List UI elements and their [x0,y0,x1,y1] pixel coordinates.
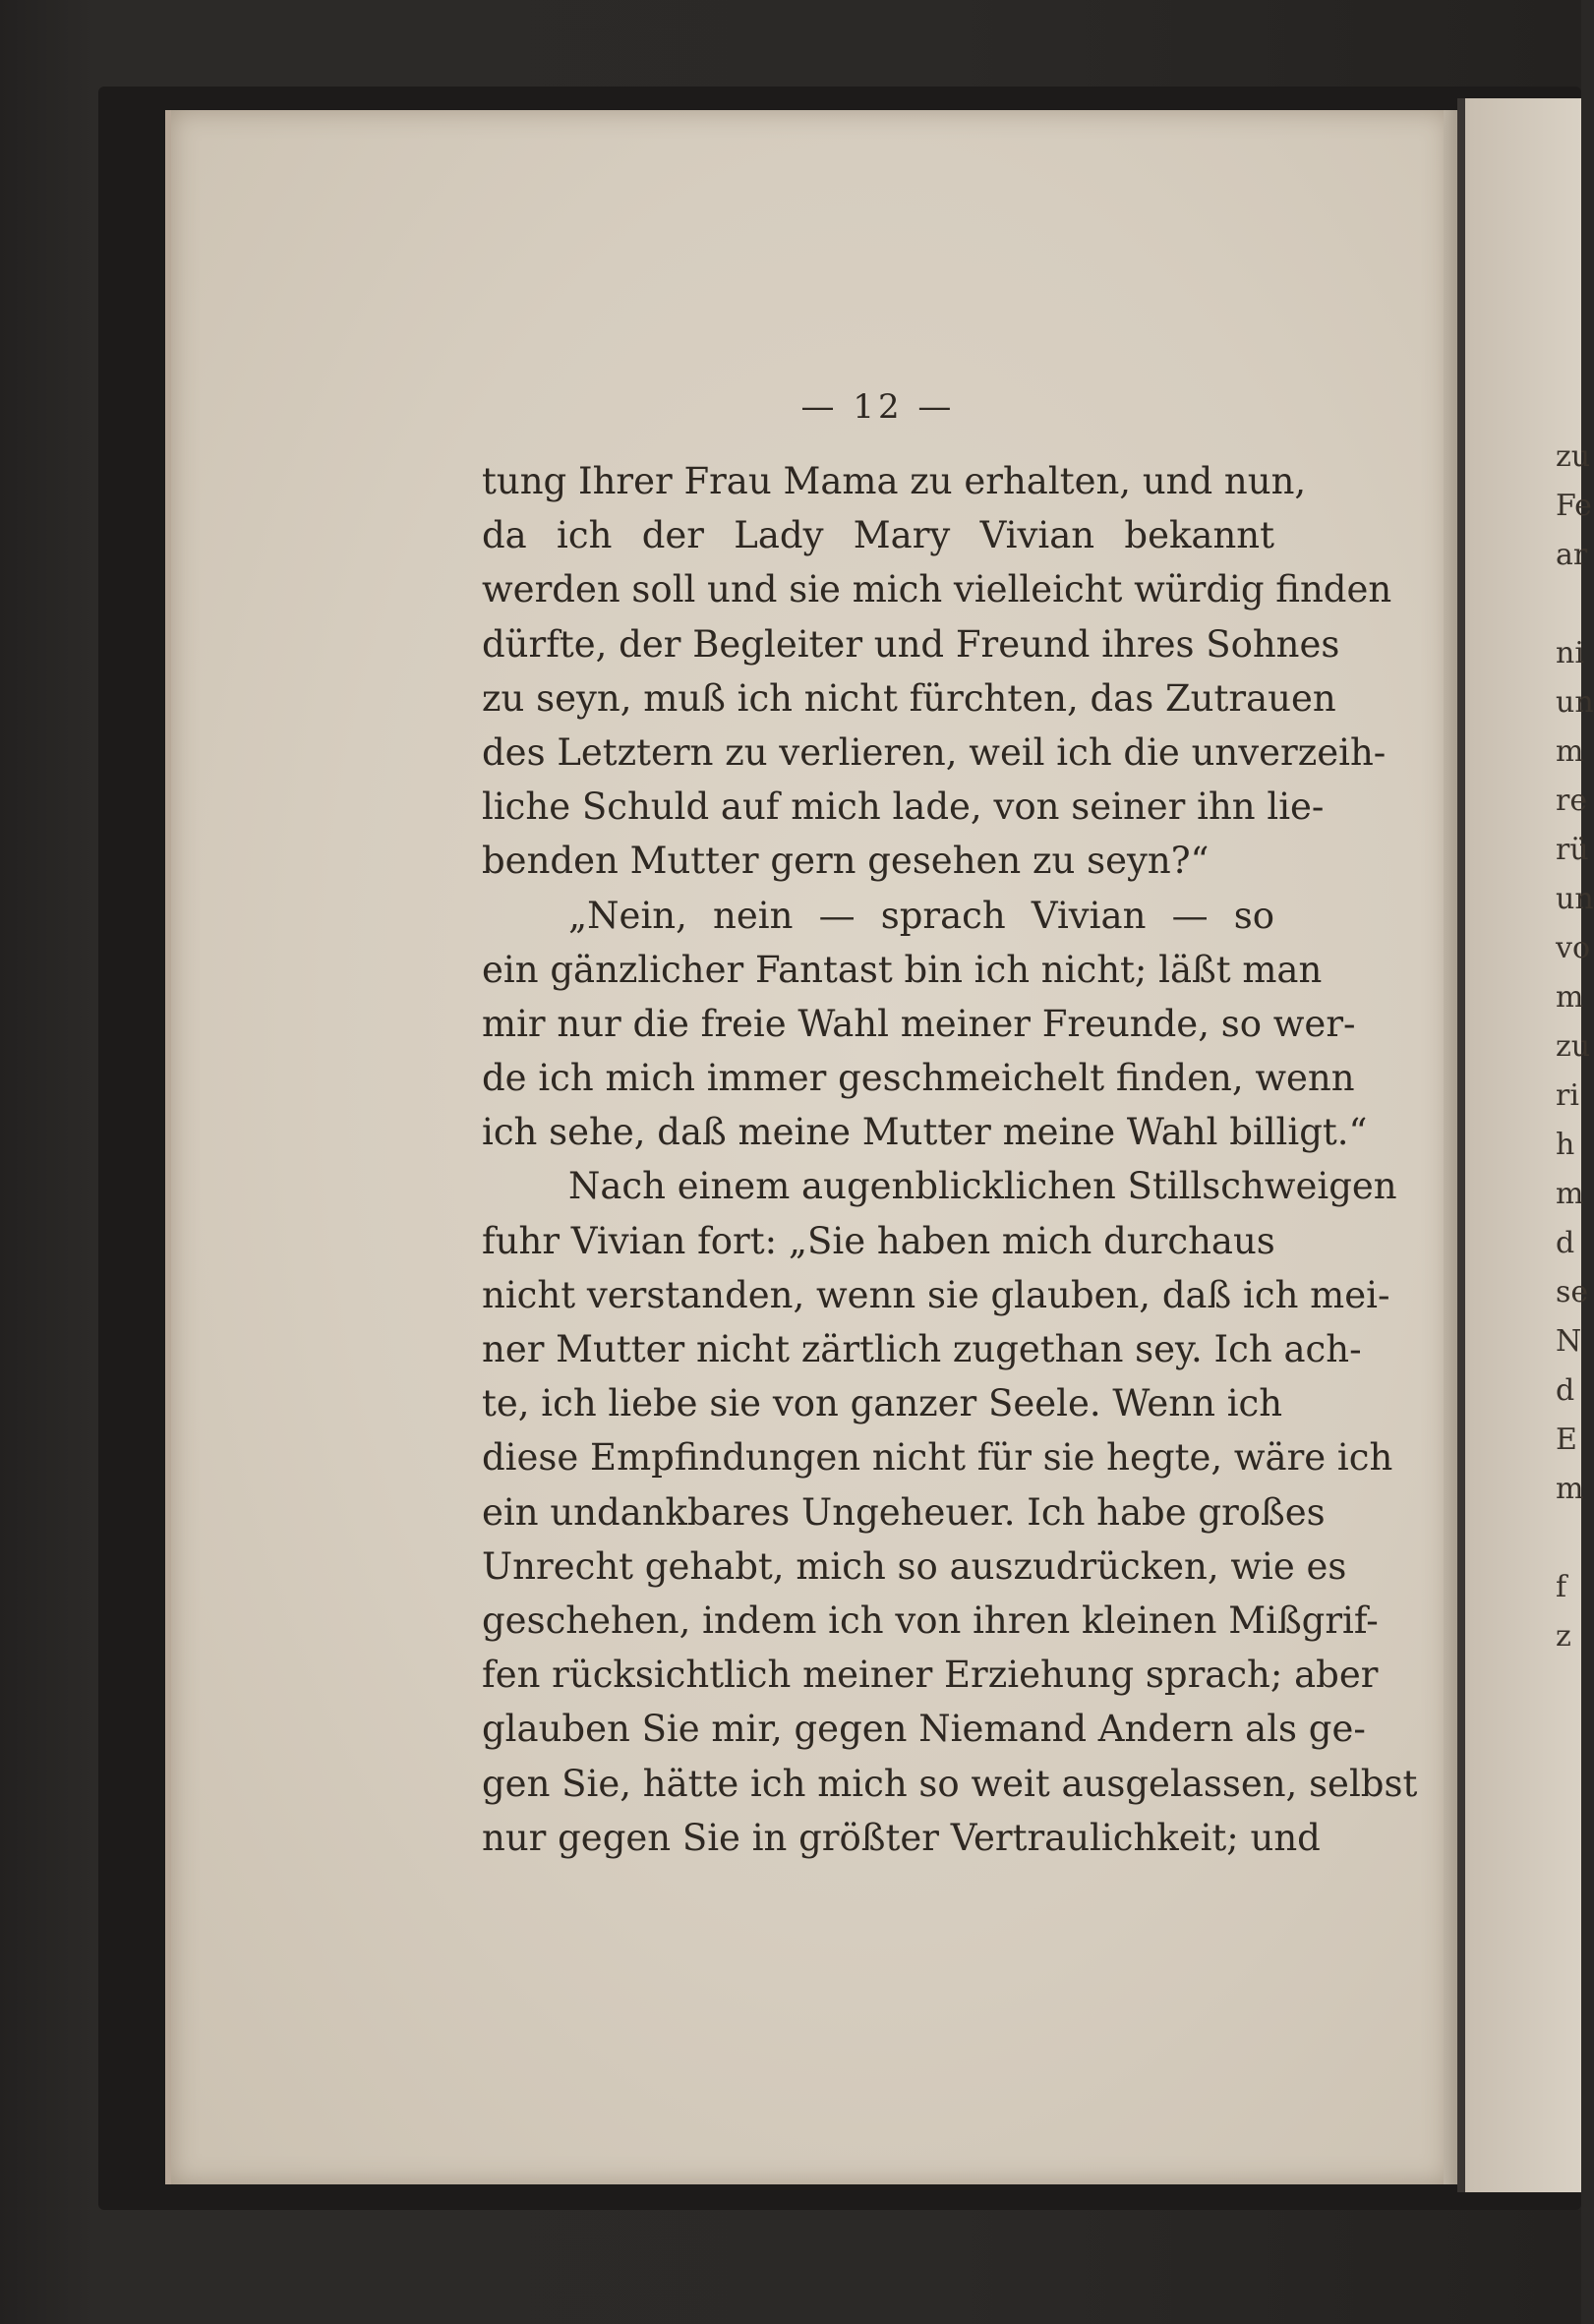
right-page-fragment: vo [1556,931,1591,965]
text-line: fuhr Vivian fort: „Sie haben mich durchaus [482,1219,1275,1262]
right-page-fragment: N [1556,1324,1582,1359]
text-line: werden soll und sie mich vielleicht würdig finden [482,568,1392,611]
text-line: des Letztern zu verlieren, weil ich die unverzeih- [482,730,1387,774]
text-line: Nach einem augenblicklichen Stillschweigen [568,1165,1397,1208]
right-page-fragment: zu [1556,439,1591,474]
right-page-fragment: E [1556,1423,1577,1457]
text-line: fen rücksichtlich meiner Erziehung sprach; aber [482,1654,1379,1697]
right-page-fragment [1556,580,1581,629]
text-line: benden Mutter gern gesehen zu seyn?“ [482,840,1210,883]
right-page-fragment: un [1556,882,1594,916]
text-line: tung Ihrer Frau Mama zu erhalten, und nun, [482,460,1307,502]
text-line: zu seyn, muß ich nicht fürchten, das Zutrauen [482,676,1336,720]
right-page-fragment: ar [1556,538,1588,572]
text-line: glauben Sie mir, gegen Niemand Andern als ge- [482,1708,1366,1751]
right-page-fragment: m [1556,734,1584,769]
text-line: „Nein, nein — sprach Vivian — so [568,894,1274,937]
right-page-fragment: un [1556,685,1594,720]
right-page-fragment: ni [1556,636,1584,670]
text-line: ner Mutter nicht zärtlich zugethan sey. Ich ach- [482,1328,1362,1370]
text-line: ein gänzlicher Fantast bin ich nicht; läßt man [482,948,1323,991]
right-page-fragment: d [1556,1226,1575,1260]
page-number: — 12 — [800,387,956,427]
text-line: ich sehe, daß meine Mutter meine Wahl billigt.“ [482,1111,1368,1154]
page-text-block [482,381,1418,1865]
text-line: mir nur die freie Wahl meiner Freunde, so wer- [482,1002,1356,1045]
right-page-fragment: z [1556,1619,1571,1654]
right-page-fragment: re [1556,784,1588,818]
text-line: geschehen, indem ich von ihren kleinen Mißgrif- [482,1598,1379,1642]
right-page-fragment: se [1556,1275,1589,1309]
text-line: nicht verstanden, wenn sie glauben, daß ich mei- [482,1273,1390,1316]
text-line: Unrecht gehabt, mich so auszudrücken, wie es [482,1544,1347,1588]
right-page-fragment: zu [1556,1029,1591,1064]
right-page-fragment: m [1556,1177,1584,1211]
right-page-fragment: m [1556,980,1584,1015]
right-page-fragment: h [1556,1128,1575,1162]
right-page-fragment: d [1556,1373,1575,1408]
text-line: ein undankbares Ungeheuer. Ich habe großes [482,1490,1326,1534]
text-line: gen Sie, hätte ich mich so weit ausgelassen, selbst [482,1762,1418,1805]
text-line: da ich der Lady Mary Vivian bekannt [482,514,1274,557]
text-line: te, ich liebe sie von ganzer Seele. Wenn ich [482,1382,1283,1425]
right-page-fragment: Fe [1556,489,1592,523]
text-line: nur gegen Sie in größter Vertraulichkeit; und [482,1816,1321,1859]
right-page-text-fragments [1556,433,1594,1661]
text-line: diese Empfindungen nicht für sie hegte, wäre ich [482,1436,1393,1480]
text-line: liche Schuld auf mich lade, von seiner ihn lie- [482,785,1325,829]
right-page-fragment: f [1556,1570,1567,1604]
right-page-fragment: ri [1556,1078,1579,1113]
right-page-fragment: m [1556,1472,1584,1506]
text-line: de ich mich immer geschmeichelt finden, wenn [482,1057,1355,1100]
right-page-fragment: rü [1556,833,1589,867]
text-lines [482,454,1418,1865]
right-page-fragment [1556,1514,1581,1563]
book-gutter [1457,98,1465,2192]
page-edge [1444,110,1457,2184]
text-line: dürfte, der Begleiter und Freund ihres Sohnes [482,622,1340,666]
